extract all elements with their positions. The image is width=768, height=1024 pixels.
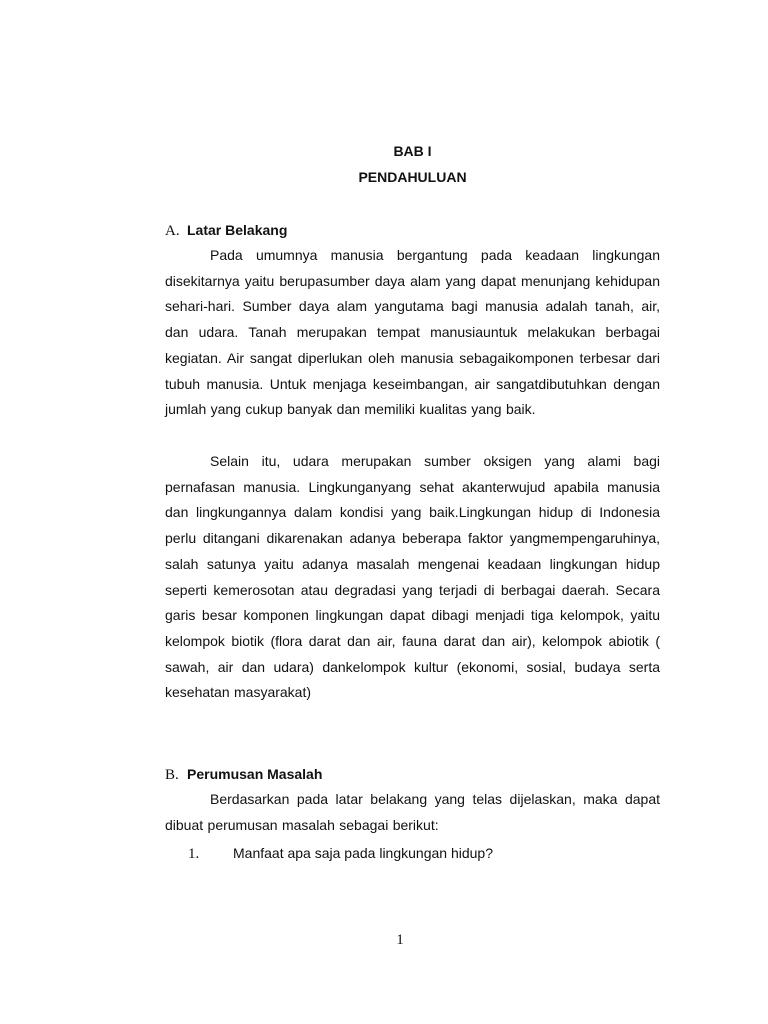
paragraph-latar-belakang-2: Selain itu, udara merupakan sumber oksigen yang alami bagi pernafasan manusia. Lingkunganyang sehat akanterwujud apabila manusia dan lingkungannya dalam kondisi yang baik.Lingkungan hidup di Indonesia perlu ditangani dikarenakan adanya beberapa faktor yangmempengaruhinya, salah satunya yaitu adanya masalah mengenai keadaan lingkungan hidup seperti kemerosotan atau degradasi yang terjadi di berbagai daerah. Secara garis besar komponen lingkungan dapat dibagi menjadi tiga kelompok, yaitu kelompok biotik (flora darat dan air, fauna darat dan air), kelompok abiotik ( sawah, air dan udara) dankelompok kultur (ekonomi, sosial, budaya serta kesehatan masyarakat)	[165, 453, 660, 701]
chapter-title: PENDAHULUAN	[358, 169, 467, 185]
section-letter: B.	[165, 767, 179, 783]
list-item-number: 1.	[188, 846, 200, 862]
chapter-number: BAB I	[393, 143, 432, 159]
list-item-text: Manfaat apa saja pada lingkungan hidup?	[233, 845, 493, 861]
page-number: 1	[396, 932, 404, 948]
section-title: Latar Belakang	[187, 222, 288, 238]
section-heading-perumusan-masalah	[165, 764, 660, 785]
section-letter: A.	[165, 223, 180, 239]
list-item	[188, 843, 660, 864]
section-title: Perumusan Masalah	[187, 766, 323, 782]
section-heading-latar-belakang	[165, 220, 660, 241]
paragraph-perumusan-masalah: Berdasarkan pada latar belakang yang telas dijelaskan, maka dapat dibuat perumusan masalah sebagai berikut:	[165, 791, 660, 833]
paragraph-latar-belakang-1: Pada umumnya manusia bergantung pada keadaan lingkungan disekitarnya yaitu berupasumber daya alam yang dapat menunjang kehidupan sehari-hari. Sumber daya alam yangutama bagi manusia adalah tanah, air, dan udara. Tanah merupakan tempat manusiauntuk melakukan berbagai kegiatan. Air sangat diperlukan oleh manusia sebagaikomponen terbesar dari tubuh manusia. Untuk menjaga keseimbangan, air sangatdibutuhkan dengan jumlah yang cukup banyak dan memiliki kualitas yang baik.	[165, 247, 660, 418]
